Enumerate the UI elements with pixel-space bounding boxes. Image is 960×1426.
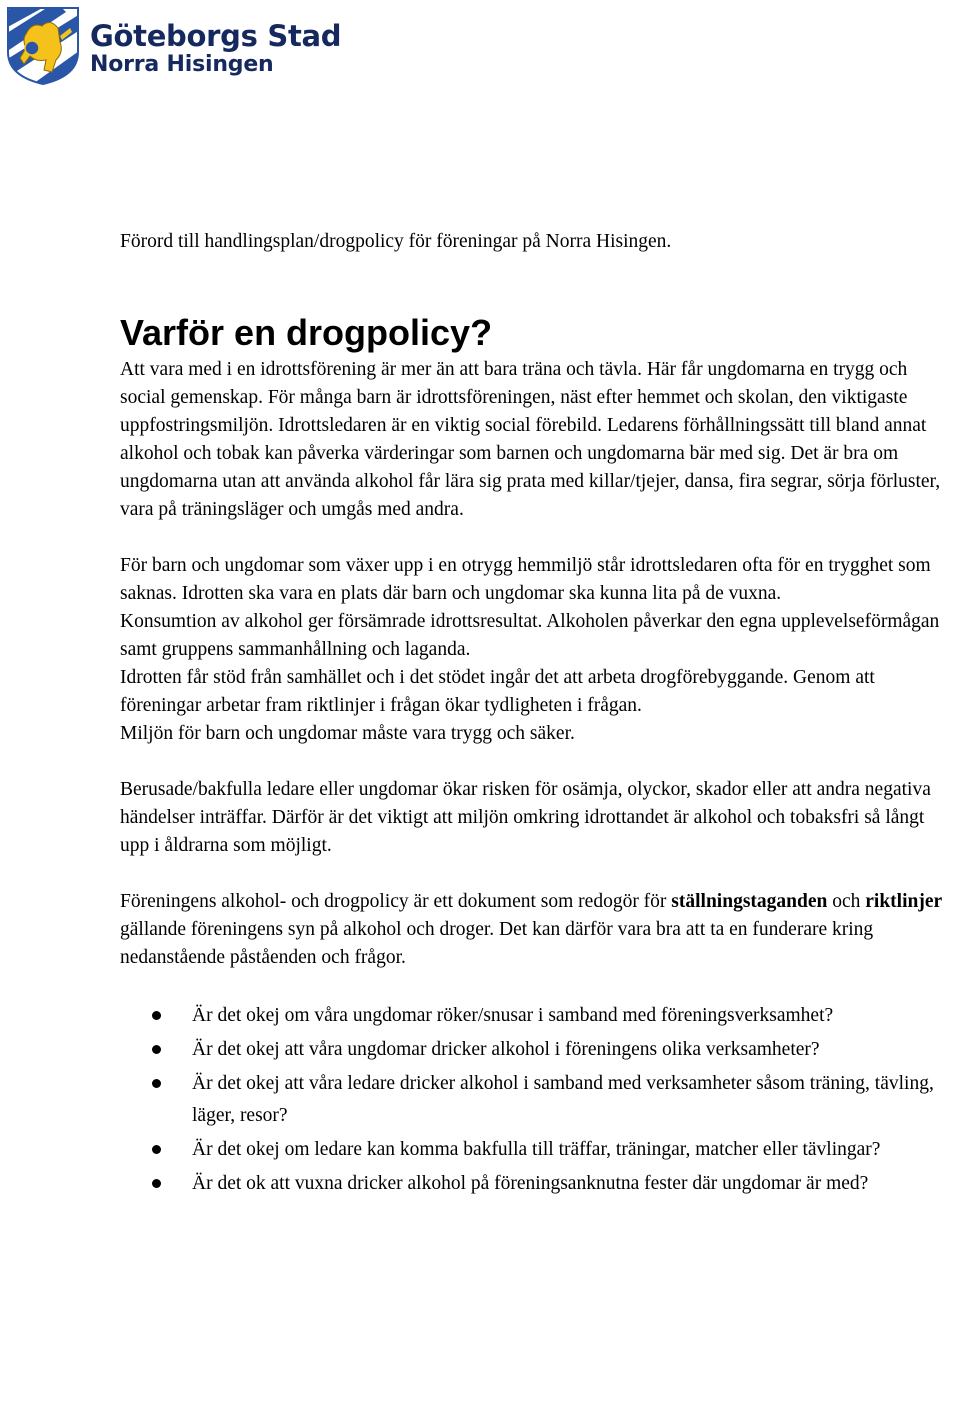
bullet-icon — [152, 1179, 161, 1188]
p4-bold-1: ställningstaganden — [671, 891, 828, 912]
paragraph-1: Att vara med i en idrottsförening är mer än att bara träna och tävla. Här får ungdomarna en trygg och social gemenskap. För många barn är idrottsföreningen, näst efter hemmet och skolan, den viktigaste uppfostringsmiljön. Idrottsledaren är en viktig social förebild. Ledarens förhållningssätt till bland annat alkohol och tobak kan påverka värderingar som barnen och ungdomarna bär med sig. Det är bra om ungdomarna utan att använda alkohol får lära sig prata med killar/tjejer, dansa, fira segrar, sörja förluster, vara på träningsläger och umgås med andra. — [120, 359, 941, 520]
list-item — [120, 1068, 955, 1132]
list-item — [120, 1034, 955, 1066]
city-name: Göteborgs Stad — [90, 19, 342, 53]
document-body — [120, 228, 955, 1202]
coat-of-arms-icon — [6, 6, 80, 86]
p4-mid: och — [827, 891, 866, 912]
p4-bold-2: riktlinjer — [865, 891, 943, 912]
intro-text: Förord till handlingsplan/drogpolicy för föreningar på Norra Hisingen. — [120, 231, 672, 252]
paragraph-2b: Konsumtion av alkohol ger försämrade idrottsresultat. Alkoholen påverkar den egna upplevelseförmågan samt gruppens sammanhållning och laganda. — [120, 611, 940, 660]
question-text: Är det okej om våra ungdomar röker/snusar i samband med föreningsverksamhet? — [192, 1005, 834, 1026]
question-text: Är det ok att vuxna dricker alkohol på föreningsanknutna fester där ungdomar är med? — [192, 1173, 869, 1194]
question-text: Är det okej om ledare kan komma bakfulla till träffar, träningar, matcher eller tävlingar? — [192, 1139, 881, 1160]
p4-end: gällande föreningens syn på alkohol och droger. Det kan därför vara bra att ta en funderare kring nedanstående påståenden och frågor. — [120, 919, 874, 968]
paragraph-3: Berusade/bakfulla ledare eller ungdomar ökar risken för osämja, olyckor, skador eller att andra negativa händelser inträffar. Därför är det viktigt att miljön omkring idrottandet är alkohol och tobaksfri så långt upp i åldrarna som möjligt. — [120, 779, 931, 856]
bullet-icon — [152, 1011, 161, 1020]
list-item — [120, 1168, 955, 1200]
bullet-icon — [152, 1045, 161, 1054]
question-text: Är det okej att våra ledare dricker alkohol i samband med verksamheter såsom träning, tävling, läger, resor? — [192, 1073, 934, 1126]
question-text: Är det okej att våra ungdomar dricker alkohol i föreningens olika verksamheter? — [192, 1039, 820, 1060]
brand-text — [90, 6, 341, 78]
header-logo — [6, 6, 341, 86]
p4-start: Föreningens alkohol- och drogpolicy är ett dokument som redogör för — [120, 891, 672, 912]
paragraph-4 — [120, 888, 955, 972]
bullet-icon — [152, 1079, 161, 1088]
list-item — [120, 1000, 955, 1032]
bullet-icon — [152, 1145, 161, 1154]
paragraph-2d: Miljön för barn och ungdomar måste vara trygg och säker. — [120, 723, 575, 744]
district-name: Norra Hisingen — [90, 52, 274, 77]
paragraph-2a: För barn och ungdomar som växer upp i en otrygg hemmiljö står idrottsledaren ofta för en trygghet som saknas. Idrotten ska vara en plats där barn och ungdomar ska kunna lita på de vuxna. — [120, 555, 931, 604]
question-list — [120, 1000, 955, 1200]
paragraph-2c: Idrotten får stöd från samhället och i det stödet ingår det att arbeta drogförebyggande. Genom att föreningar arbetar fram riktlinjer i frågan ökar tydligheten i frågan. — [120, 667, 875, 716]
page-title: Varför en drogpolicy? — [120, 312, 493, 353]
list-item — [120, 1134, 955, 1166]
